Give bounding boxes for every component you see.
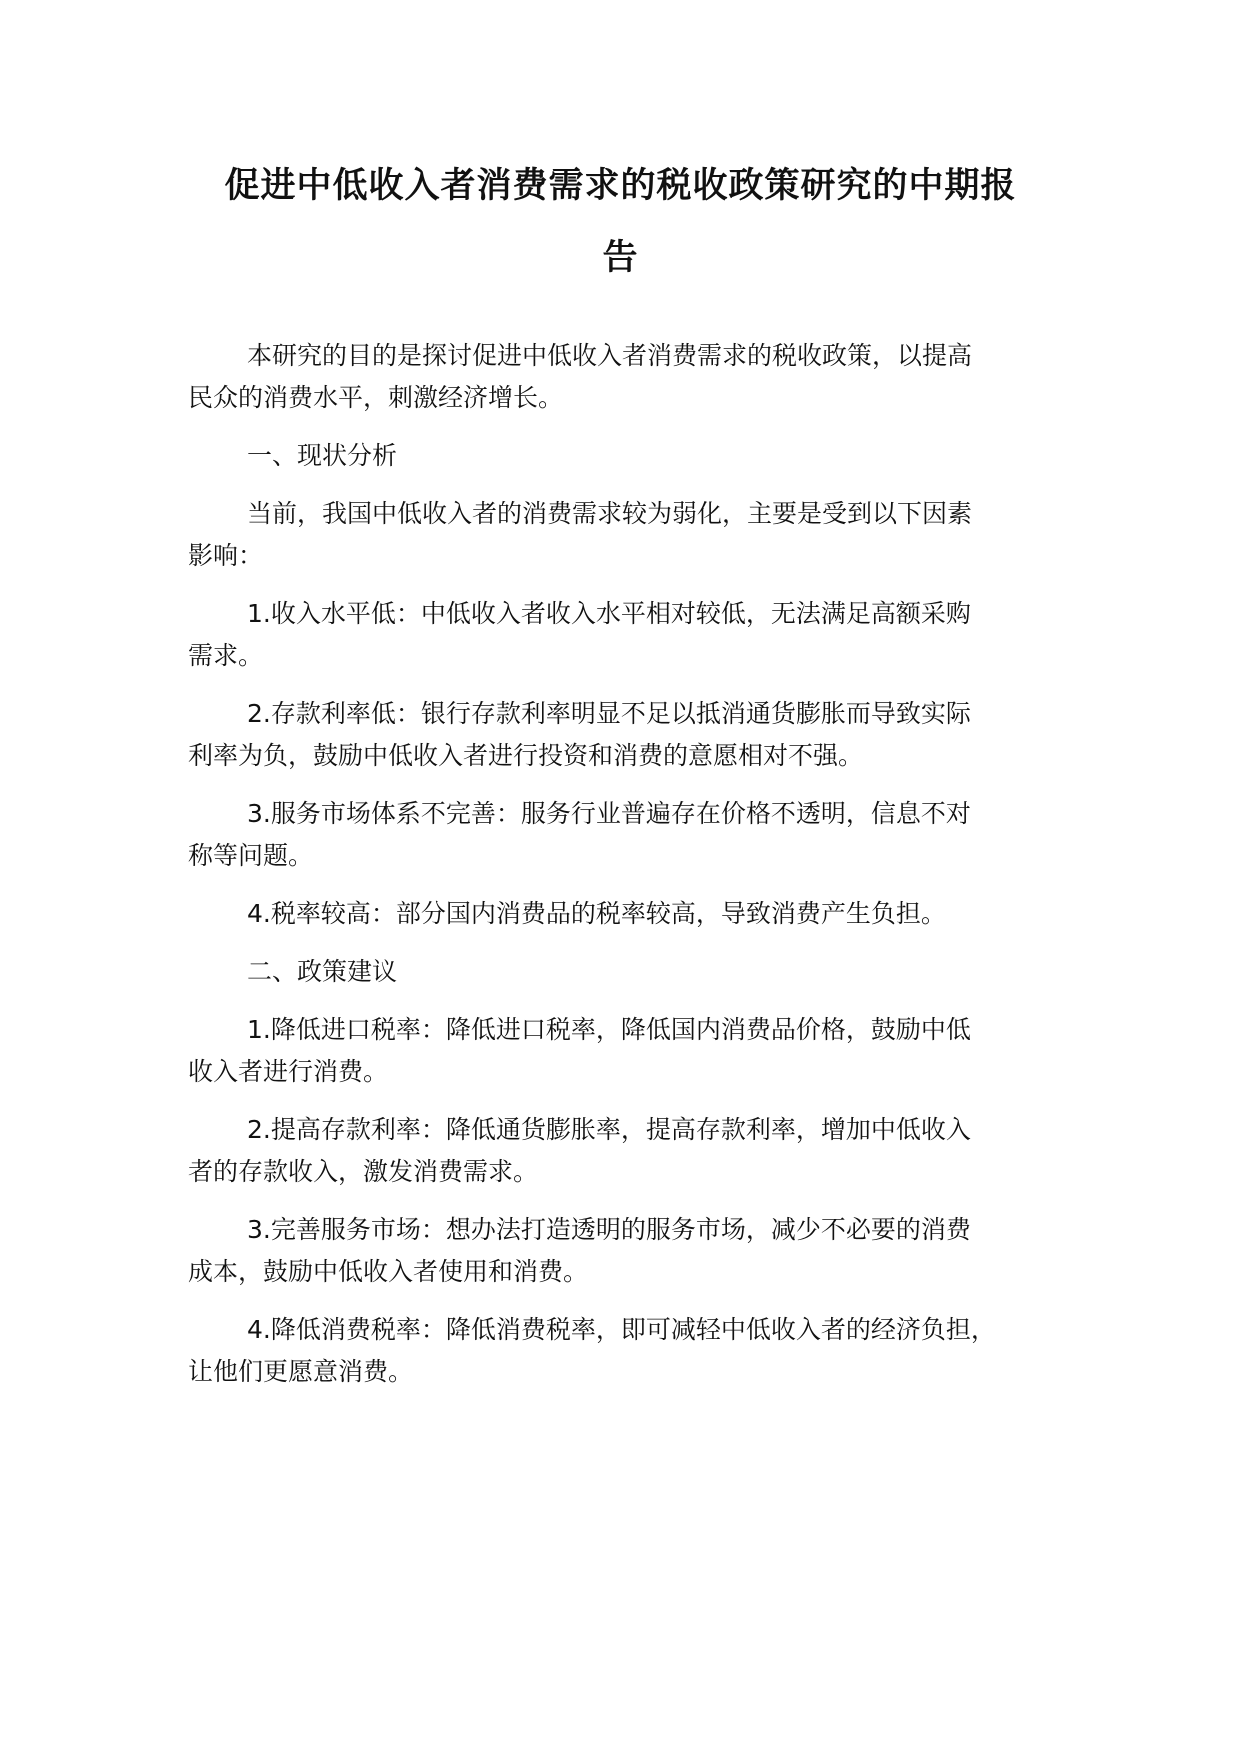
section2-item-4-line-1: 4.降低消费税率：降低消费税率，即可减轻中低收入者的经济负担，: [247, 1315, 996, 1344]
section1-item-3-line-1: 3.服务市场体系不完善：服务行业普遍存在价格不透明，信息不对: [247, 799, 971, 828]
section2-item-3-line-2: 成本，鼓励中低收入者使用和消费。: [188, 1257, 589, 1286]
section1-item-1-line-2: 需求。: [188, 641, 264, 670]
section2-item-1-line-2: 收入者进行消费。: [188, 1057, 389, 1086]
section1-item-4: 4.税率较高：部分国内消费品的税率较高，导致消费产生负担。: [247, 899, 946, 928]
section2-item-2-line-1: 2.提高存款利率：降低通货膨胀率，提高存款利率，增加中低收入: [247, 1115, 971, 1144]
section1-item-2-line-1: 2.存款利率低：银行存款利率明显不足以抵消通货膨胀而导致实际: [247, 699, 971, 728]
section1-item-2-line-2: 利率为负，鼓励中低收入者进行投资和消费的意愿相对不强。: [188, 741, 864, 770]
document-title-line-2: 告: [602, 238, 639, 278]
section1-lead-line-1: 当前，我国中低收入者的消费需求较为弱化，主要是受到以下因素: [247, 499, 973, 528]
document-title-line-1: 促进中低收入者消费需求的税收政策研究的中期报: [224, 166, 1017, 206]
section2-item-3-line-1: 3.完善服务市场：想办法打造透明的服务市场，减少不必要的消费: [247, 1215, 971, 1244]
section1-lead-line-2: 影响：: [188, 541, 264, 570]
section2-item-1-line-1: 1.降低进口税率：降低进口税率，降低国内消费品价格，鼓励中低: [247, 1015, 971, 1044]
section-heading-policy-suggestions: 二、政策建议: [247, 957, 398, 986]
section1-item-1-line-1: 1.收入水平低：中低收入者收入水平相对较低，无法满足高额采购: [247, 599, 971, 628]
section2-item-2-line-2: 者的存款收入，激发消费需求。: [188, 1157, 539, 1186]
intro-paragraph-line-2: 民众的消费水平，刺激经济增长。: [188, 383, 564, 412]
intro-paragraph-line-1: 本研究的目的是探讨促进中低收入者消费需求的税收政策，以提高: [247, 341, 973, 370]
section2-item-4-line-2: 让他们更愿意消费。: [188, 1357, 414, 1386]
section-heading-status-analysis: 一、现状分析: [247, 441, 398, 470]
section1-item-3-line-2: 称等问题。: [188, 841, 314, 870]
